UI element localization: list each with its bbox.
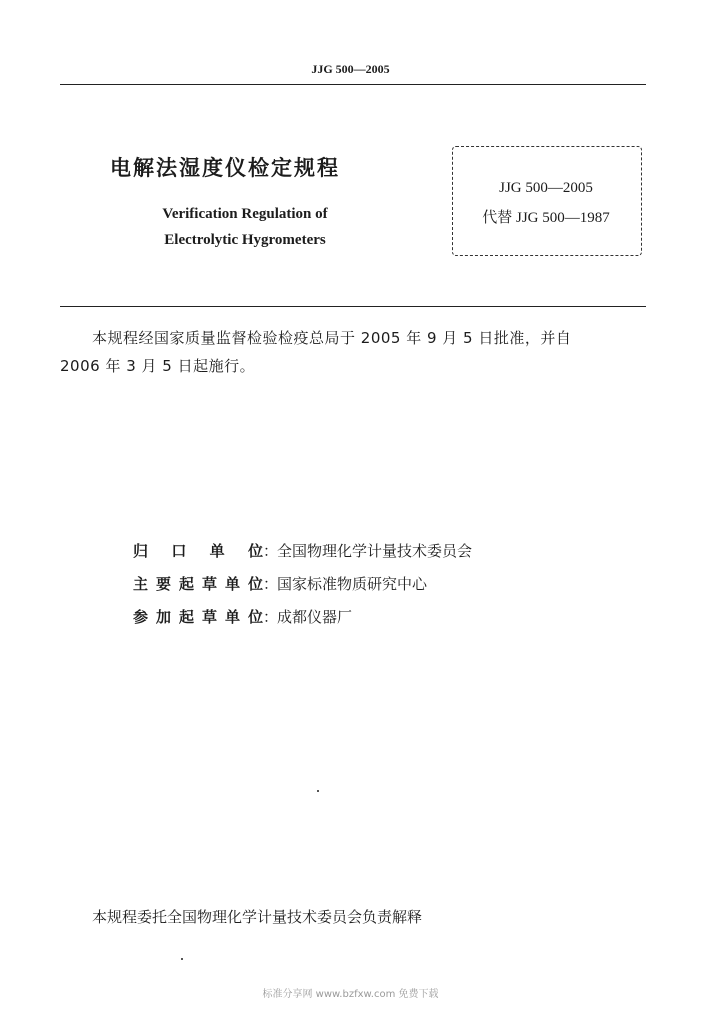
interpretation-note: 本规程委托全国物理化学计量技术委员会负责解释 — [92, 908, 423, 926]
colon: ： — [263, 608, 279, 626]
unit-value: 全国物理化学计量技术委员会 — [277, 542, 473, 560]
watermark: 标准分享网 www.bzfxw.com 免费下载 — [262, 989, 439, 1000]
unit-label: 主要起草单位 — [133, 575, 263, 593]
colon: ： — [263, 575, 279, 593]
unit-value: 成都仪器厂 — [277, 608, 353, 626]
title-english-line-2: Electrolytic Hygrometers — [164, 232, 326, 248]
code-box — [452, 146, 642, 256]
unit-label: 参加起草单位 — [133, 608, 263, 626]
unit-row-participating-drafter — [133, 606, 352, 627]
unit-label: 归 口 单 位 — [133, 542, 263, 560]
colon: ： — [263, 542, 279, 560]
code-box-current: JJG 500—2005 — [499, 180, 593, 196]
scan-speck — [317, 790, 319, 792]
approval-text-line-1: 本规程经国家质量监督检验检疫总局于 2005 年 9 月 5 日批准，并自 — [92, 329, 572, 347]
code-box-replaces: 代替 JJG 500—1987 — [482, 210, 610, 226]
title-english-line-1: Verification Regulation of — [162, 206, 328, 222]
scan-speck — [181, 958, 183, 960]
header-rule — [60, 84, 646, 85]
unit-row-main-drafter — [133, 573, 427, 594]
unit-row-centralized — [133, 540, 472, 561]
section-divider — [60, 306, 646, 307]
document-code-header: JJG 500—2005 — [311, 62, 390, 76]
unit-value: 国家标准物质研究中心 — [277, 575, 428, 593]
approval-text-line-2: 2006 年 3 月 5 日起施行。 — [60, 357, 256, 375]
title-chinese: 电解法湿度仪检定规程 — [110, 156, 340, 180]
